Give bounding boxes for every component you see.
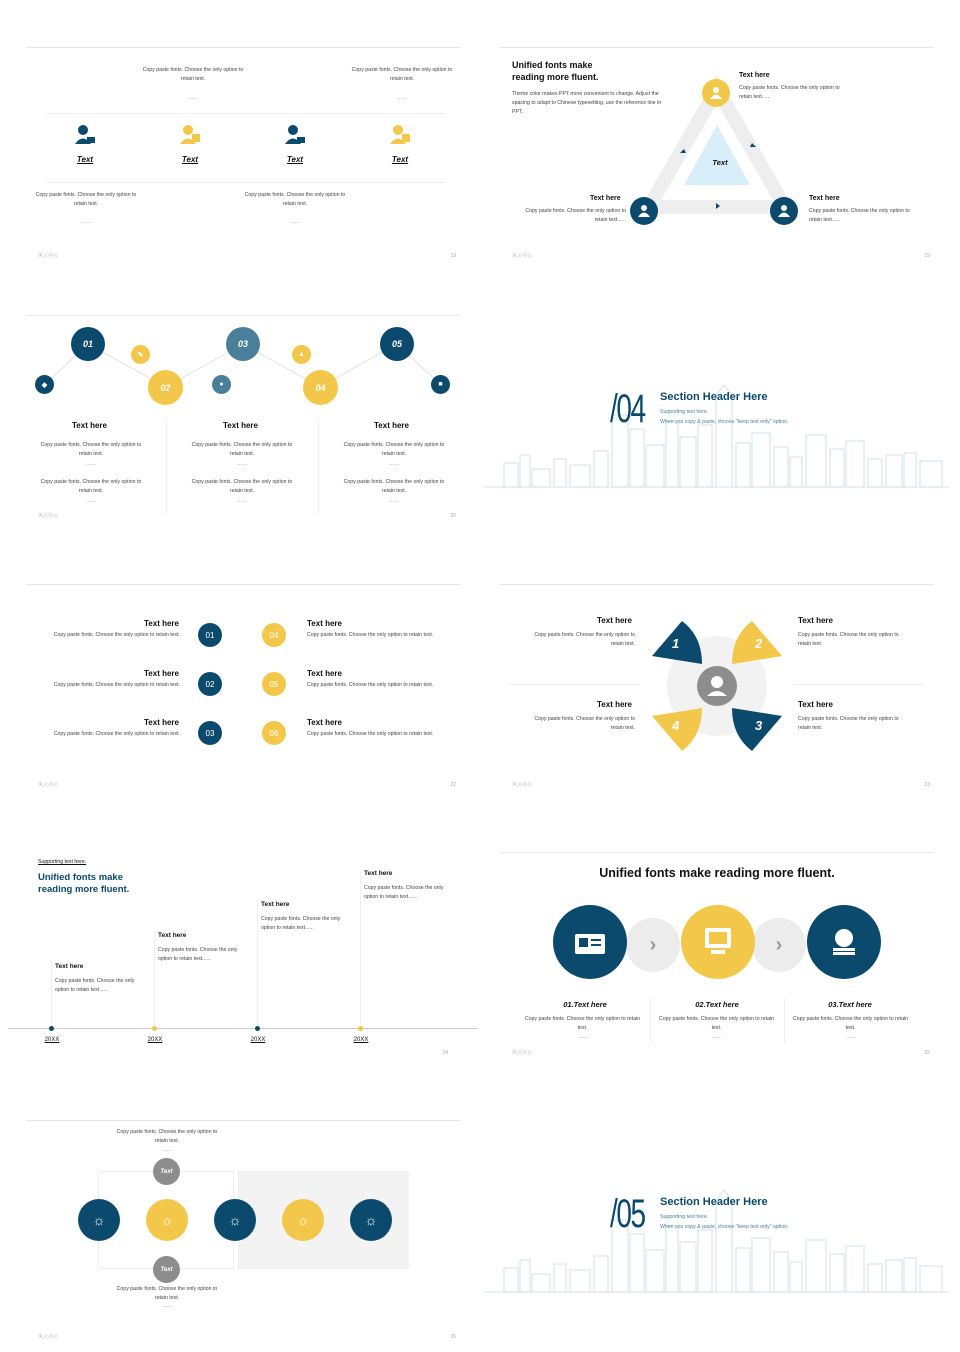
copy-top-2: Copy paste fonts. Choose the only option to retain text. <box>351 67 453 82</box>
coins-icon <box>807 905 881 979</box>
slide-23 <box>500 584 934 828</box>
user-card-icon <box>179 124 201 146</box>
heading-3: Text here <box>374 421 409 430</box>
copy-2: Copy paste fonts. Choose the only option to retain text. <box>53 682 180 688</box>
page-number: 20 <box>450 513 456 519</box>
heading-left: Text here <box>590 195 621 202</box>
dots: ...... <box>187 95 198 101</box>
heading-3: Text here <box>144 718 179 727</box>
dots: ...... <box>236 461 247 467</box>
copy-1: Copy paste fonts. Choose the only option to retain text. <box>53 632 180 638</box>
user-card-icon <box>389 124 411 146</box>
person-icon <box>770 197 798 225</box>
step-05: 05 <box>380 327 414 361</box>
logo: 风云办公 <box>512 253 533 259</box>
section-title: Section Header Here <box>660 391 768 403</box>
page-number: 25 <box>924 1050 930 1056</box>
page-number: 26 <box>450 1334 456 1340</box>
dots: ...... <box>161 1147 172 1153</box>
copy-3b: Copy paste fonts. Choose the only option to retain text. <box>343 479 445 494</box>
petal-3: 3 <box>755 718 763 733</box>
step-02: 02 <box>148 370 183 405</box>
copy-3: Copy paste fonts. Choose the only option to retain text. <box>792 1016 909 1031</box>
heading-5: Text here <box>307 669 342 678</box>
title-line-1: Unified fonts make <box>38 872 123 883</box>
heading-right: Text here <box>809 195 840 202</box>
year-2: 20XX <box>147 1037 163 1043</box>
user-swap-icon <box>74 124 96 146</box>
logo: 风云办公 <box>38 1334 59 1340</box>
copy-bottom-2: Copy paste fonts. Choose the only option to retain text. <box>244 192 346 207</box>
heading-4: Text here <box>307 619 342 628</box>
num-03: 03 <box>198 721 222 745</box>
logo: 风云办公 <box>512 1050 533 1056</box>
person-compass-icon: ☼ <box>214 1199 256 1241</box>
label-bottom: Text <box>153 1256 180 1283</box>
copy-4: Copy paste fonts. Choose the only option to retain text...... <box>364 885 444 900</box>
heading-top: Text here <box>739 72 770 79</box>
heading-1: Text here <box>72 421 107 430</box>
section-title: Section Header Here <box>660 1196 768 1208</box>
year-3: 20XX <box>250 1037 266 1043</box>
copy-right: Copy paste fonts. Choose the only option to retain text...... <box>809 208 910 223</box>
heading-2: 02.Text here <box>695 1000 739 1009</box>
person-icon <box>630 197 658 225</box>
timeline-dot <box>152 1026 157 1031</box>
slide-21-section <box>484 315 950 559</box>
copy-1: Copy paste fonts. Choose the only option to retain text. <box>534 632 635 647</box>
copy-2a: Copy paste fonts. Choose the only option to retain text. <box>191 442 293 457</box>
page-number: 19 <box>924 253 930 259</box>
copy-1: Copy paste fonts. Choose the only option to retain text...... <box>55 978 135 993</box>
timeline-dot <box>49 1026 54 1031</box>
slide-22 <box>26 584 460 828</box>
person-compass-icon: ☼ <box>350 1199 392 1241</box>
heading-2: Text here <box>144 669 179 678</box>
logo: 风云办公 <box>512 782 533 788</box>
page-number: 19 <box>450 253 456 259</box>
heading-3: 03.Text here <box>828 1000 872 1009</box>
petal-1: 1 <box>672 636 680 651</box>
supporting-text: Supporting text here. <box>38 859 87 865</box>
heading-6: Text here <box>307 718 342 727</box>
heading-1: 01.Text here <box>563 1000 607 1009</box>
center-label: Text <box>712 158 728 167</box>
section-number: /04 <box>610 387 645 431</box>
dots: ...... <box>80 219 91 225</box>
num-02: 02 <box>198 672 222 696</box>
logo: 风云办公 <box>38 782 59 788</box>
heading-2: Text here <box>158 932 187 939</box>
copy-bottom-1: Copy paste fonts. Choose the only option to retain text. <box>35 192 137 207</box>
dots: ...... <box>161 1303 172 1309</box>
slide-19a <box>26 47 460 291</box>
timeline-dot <box>358 1026 363 1031</box>
copy-2: Copy paste fonts. Choose the only option to retain text. <box>798 632 899 647</box>
chart-icon: ▲ <box>292 345 311 364</box>
title-line-1: Unified fonts make <box>512 60 593 70</box>
dots: ...... <box>711 1034 722 1040</box>
num-01: 01 <box>198 623 222 647</box>
num-06: 06 <box>262 721 286 745</box>
copy-6: Copy paste fonts. Choose the only option to retain text. <box>307 731 434 737</box>
page-number: 24 <box>442 1050 448 1056</box>
copy-2: Copy paste fonts. Choose the only option to retain text. <box>658 1016 775 1031</box>
section-sub-1: Supporting text here. <box>660 1214 709 1220</box>
copy-top: Copy paste fonts. Choose the only option to retain text. <box>116 1129 218 1144</box>
copy-top: Copy paste fonts. Choose the only option to retain text...... <box>739 85 840 100</box>
step-03: 03 <box>226 327 260 361</box>
dots: ...... <box>396 95 407 101</box>
copy-1: Copy paste fonts. Choose the only option to retain text. <box>524 1016 641 1031</box>
label-3: Text <box>286 155 304 164</box>
chevron-right-icon: › <box>752 918 806 972</box>
shield-icon: ◆ <box>35 375 54 394</box>
year-4: 20XX <box>353 1037 369 1043</box>
heading-1: Text here <box>597 616 632 625</box>
copy-1a: Copy paste fonts. Choose the only option to retain text. <box>40 442 142 457</box>
copy-2b: Copy paste fonts. Choose the only option to retain text. <box>191 479 293 494</box>
copy-5: Copy paste fonts. Choose the only option to retain text. <box>307 682 434 688</box>
num-04: 04 <box>262 623 286 647</box>
dots: ...... <box>85 461 96 467</box>
dots: ...... <box>388 498 399 504</box>
slide-20 <box>26 315 460 559</box>
title-line-2: reading more fluent. <box>38 884 130 895</box>
label-4: Text <box>391 155 409 164</box>
dots: ...... <box>388 461 399 467</box>
person-icon <box>702 79 730 107</box>
copy-bottom: Copy paste fonts. Choose the only option to retain text. <box>116 1286 218 1301</box>
user-swap-icon <box>284 124 306 146</box>
slide-27-section <box>484 1120 950 1352</box>
year-1: 20XX <box>44 1037 60 1043</box>
copy-2: Copy paste fonts. Choose the only option to retain text...... <box>158 947 238 962</box>
section-sub-2: When you copy & paste, choose "keep text only" option. <box>660 1224 789 1230</box>
person-compass-icon: ☼ <box>78 1199 120 1241</box>
logo: 风云办公 <box>38 513 59 519</box>
section-sub-2: When you copy & paste, choose "keep text only" option. <box>660 419 789 425</box>
label-2: Text <box>181 155 199 164</box>
slide-25 <box>500 852 934 1096</box>
heading-2: Text here <box>223 421 258 430</box>
copy-3: Copy paste fonts. Choose the only option to retain text...... <box>261 916 341 931</box>
step-01: 01 <box>71 327 105 361</box>
copy-3a: Copy paste fonts. Choose the only option to retain text. <box>343 442 445 457</box>
id-card-icon <box>553 905 627 979</box>
dots: ...... <box>577 1034 588 1040</box>
slide-24 <box>8 852 478 1096</box>
slide-19b <box>500 47 934 291</box>
section-number: /05 <box>610 1192 645 1236</box>
dots: ...... <box>845 1034 856 1040</box>
body-text: Theme color makes PPT more convenient to change. Adjust the spacing to adapt to Chinese typesetting, use the reference line in PPT. <box>512 91 662 115</box>
person-compass-icon: ☼ <box>282 1199 324 1241</box>
heading-4: Text here <box>798 700 833 709</box>
petal-2: 2 <box>755 636 763 651</box>
title-line-2: reading more fluent. <box>512 72 599 82</box>
logo: 风云办公 <box>38 253 59 259</box>
heading-4: Text here <box>364 870 393 877</box>
edit-icon: ✎ <box>131 345 150 364</box>
database-icon: ■ <box>431 375 450 394</box>
copy-1b: Copy paste fonts. Choose the only option to retain text. <box>40 479 142 494</box>
page-number: 22 <box>450 782 456 788</box>
dots: ...... <box>85 498 96 504</box>
copy-top-1: Copy paste fonts. Choose the only option to retain text. <box>142 67 244 82</box>
chevron-right-icon: › <box>626 918 680 972</box>
heading-2: Text here <box>798 616 833 625</box>
slide-26 <box>26 1120 460 1352</box>
dots: ...... <box>289 219 300 225</box>
heading-3: Text here <box>261 901 290 908</box>
heading-1: Text here <box>144 619 179 628</box>
label-1: Text <box>76 155 94 164</box>
atm-icon <box>681 905 755 979</box>
num-05: 05 <box>262 672 286 696</box>
copy-left: Copy paste fonts. Choose the only option to retain text...... <box>525 208 626 223</box>
copy-3: Copy paste fonts. Choose the only option to retain text. <box>534 716 635 731</box>
step-04: 04 <box>303 370 338 405</box>
search-icon: ● <box>212 375 231 394</box>
timeline-dot <box>255 1026 260 1031</box>
copy-4: Copy paste fonts. Choose the only option to retain text. <box>798 716 899 731</box>
petal-4: 4 <box>672 718 680 733</box>
copy-3: Copy paste fonts. Choose the only option to retain text. <box>53 731 180 737</box>
copy-4: Copy paste fonts. Choose the only option to retain text. <box>307 632 434 638</box>
petal-diagram <box>647 616 787 756</box>
slide-title: Unified fonts make reading more fluent. <box>599 866 835 880</box>
person-compass-icon: ☼ <box>146 1199 188 1241</box>
heading-3: Text here <box>597 700 632 709</box>
section-sub-1: Supporting text here. <box>660 409 709 415</box>
dots: ...... <box>236 498 247 504</box>
heading-1: Text here <box>55 963 84 970</box>
page-number: 23 <box>924 782 930 788</box>
label-top: Text <box>153 1158 180 1185</box>
